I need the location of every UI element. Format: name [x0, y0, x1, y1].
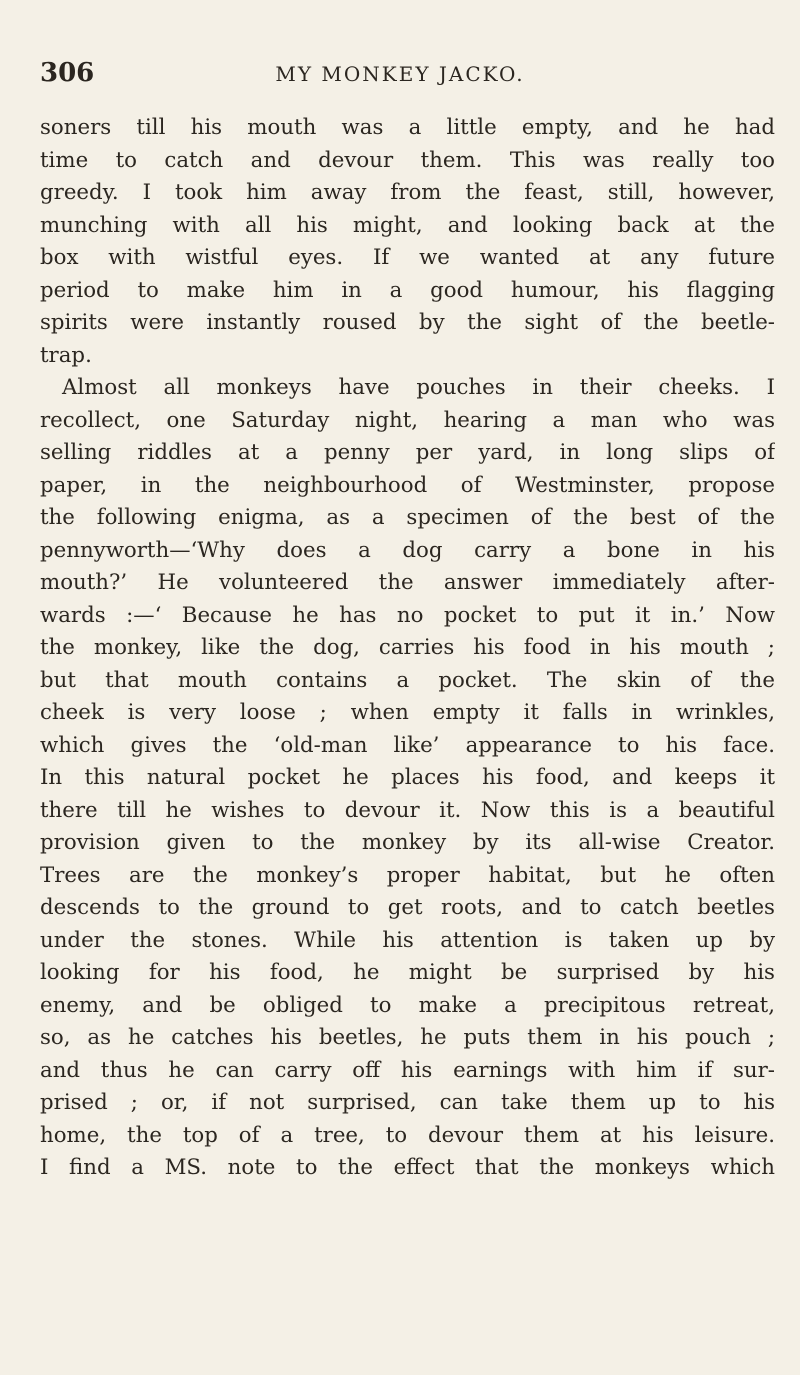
text-line: spirits were instantly roused by the sight of the beetle- — [40, 310, 775, 335]
text-line: cheek is very loose ; when empty it falls in wrinkles, — [40, 700, 775, 725]
text-line: period to make him in a good humour, his flagging — [40, 277, 775, 303]
text-line: selling riddles at a penny per yard, in long slips of — [40, 440, 775, 465]
text-line: the monkey, like the dog, carries his food in his mouth ; — [40, 635, 775, 660]
text-line: so, as he catches his beetles, he puts them in his pouch ; — [40, 1025, 775, 1050]
text-line: prised ; or, if not surprised, can take them up to his — [40, 1090, 775, 1115]
text-line: In this natural pocket he places his food, and keeps it — [40, 765, 775, 790]
text-line: soners till his mouth was a little empty, and he had — [40, 115, 775, 140]
text-line: home, the top of a tree, to devour them at his leisure. — [40, 1122, 775, 1148]
text-line: looking for his food, he might be surprised by his — [40, 960, 775, 985]
text-line: mouth?’ He volunteered the answer immediately after- — [40, 570, 775, 595]
text-line: recollect, one Saturday night, hearing a man who was — [40, 407, 775, 433]
text-line: but that mouth contains a pocket. The skin of the — [40, 667, 775, 693]
text-line: descends to the ground to get roots, and to catch beetles — [40, 895, 775, 920]
text-line: provision given to the monkey by its all-wise Creator. — [40, 830, 775, 855]
text-line: Trees are the monkey’s proper habitat, but he often — [40, 862, 775, 888]
text-line: wards :—‘ Because he has no pocket to put it in.’ Now — [40, 602, 775, 628]
text-line: enemy, and be obliged to make a precipitous retreat, — [40, 992, 775, 1018]
text-line: there till he wishes to devour it. Now this is a beautiful — [40, 797, 775, 823]
text-line: greedy. I took him away from the feast, still, however, — [40, 180, 775, 205]
text-line: which gives the ‘old-man like’ appearance to his face. — [40, 732, 775, 758]
text-line: under the stones. While his attention is taken up by — [40, 927, 775, 953]
text-line: trap. — [40, 342, 92, 368]
text-line: munching with all his might, and looking back at the — [40, 212, 775, 238]
running-title: MY MONKEY JACKO. — [275, 62, 525, 86]
text-line: paper, in the neighbourhood of Westminster, propose — [40, 472, 775, 498]
text-line: box with wistful eyes. If we wanted at any future — [40, 245, 775, 270]
text-line: Almost all monkeys have pouches in their cheeks. I — [62, 375, 775, 400]
page-number: 306 — [40, 58, 95, 88]
body-text — [40, 112, 775, 1185]
text-line: time to catch and devour them. This was really too — [40, 147, 775, 173]
text-line: I find a MS. note to the effect that the monkeys which — [40, 1155, 775, 1180]
text-line: the following enigma, as a specimen of the best of the — [40, 505, 775, 530]
text-line: and thus he can carry off his earnings with him if sur- — [40, 1057, 775, 1083]
text-line: pennyworth—‘Why does a dog carry a bone in his — [40, 537, 775, 563]
